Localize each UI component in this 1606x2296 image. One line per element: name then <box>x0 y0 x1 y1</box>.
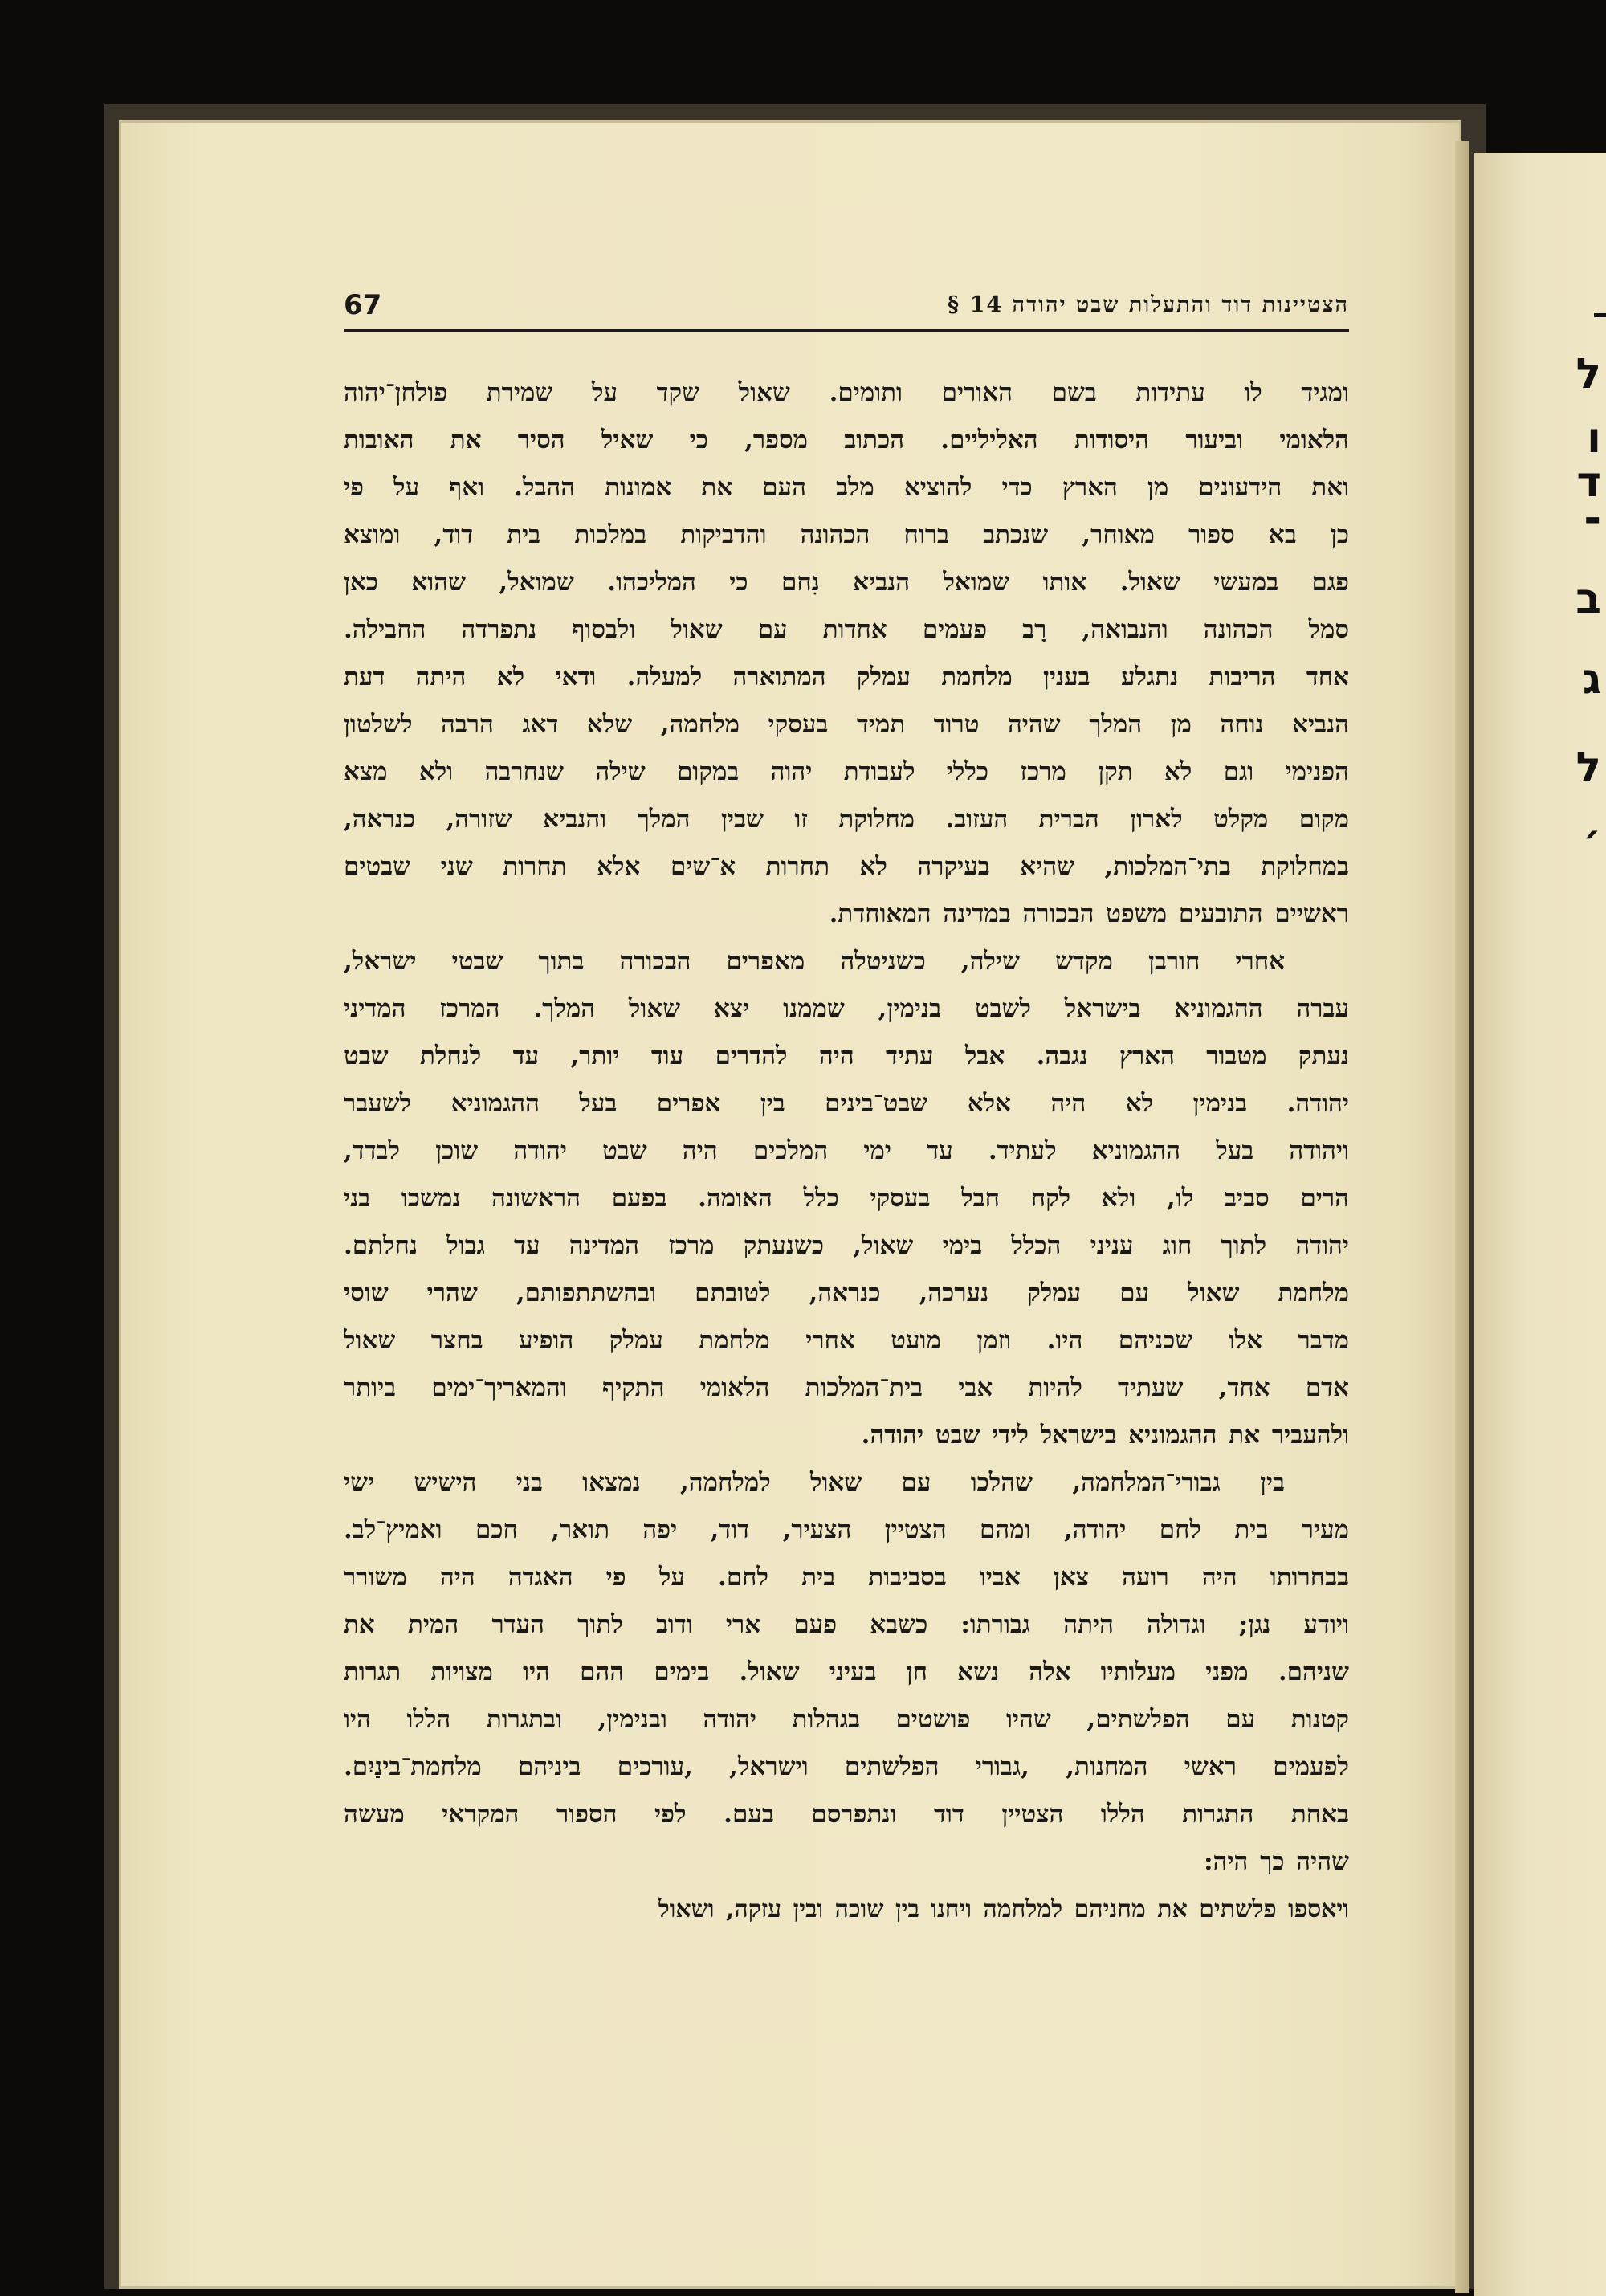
text-line: במחלוקת בתי־המלכות, שהיא בעיקרה לא תחרות א־שים אלא תחרות שני שבטים <box>344 852 1349 881</box>
running-title: הצטיינות דוד והתעלות שבט יהודה 14 § <box>948 292 1349 317</box>
text-line: כן בא ספור מאוחר, שנכתב ברוח הכהונה והדביקות במלכות בית דוד, ומוצא <box>344 520 1349 549</box>
facing-page-fragment: ל <box>1575 744 1601 792</box>
quotation-line: ויאספו פלשתים את מחניהם למלחמה ויחנו בין שוכה ובין עזקה, ושאול <box>658 1895 1349 1923</box>
text-line: הנביא נוחה מן המלך שהיה טרוד תמיד בעסקי מלחמה, שלא דאג הרבה לשלטון <box>344 710 1349 739</box>
text-line: בין גבורי־המלחמה, שהלכו עם שאול למלחמה, נמצאו בני הישיש ישי <box>344 1468 1285 1497</box>
header-rule <box>344 329 1349 332</box>
text-line: ראשיים התובעים משפט הבכורה במדינה המאוחדת. <box>829 899 1349 928</box>
text-line: מדבר אלו שכניהם היו. וזמן מועט אחרי מלחמת עמלק הופיע בחצר שאול <box>344 1326 1349 1355</box>
text-line: בבחרותו היה רועה צאן אביו בסביבות בית לחם. על פי האגדה היה משורר <box>344 1563 1349 1592</box>
body-text <box>344 369 1349 1933</box>
facing-page-rule <box>1594 313 1606 317</box>
text-line: סמל הכהונה והנבואה, רָב פעמים אחדות עם שאול ולבסוף נתפרדה החבילה. <box>344 615 1349 644</box>
facing-page-fragment: ג <box>1582 655 1601 703</box>
text-line: עברה ההגמוניא בישראל לשבט בנימין, שממנו יצא שאול המלך. המרכז המדיני <box>344 994 1349 1023</box>
facing-page-fragment: ל <box>1575 350 1601 398</box>
facing-page-fragment: ׳ <box>1582 816 1601 864</box>
text-line: אדם אחד, שעתיד להיות אבי בית־המלכות הלאומי התקיף והמאריך־ימים ביותר <box>344 1373 1349 1402</box>
page-header <box>344 288 1349 336</box>
text-line: קטנות עם הפלשתים, שהיו פושטים בגהלות יהודה ובנימין, ובתגרות הללו היו <box>344 1705 1349 1734</box>
text-line: לפעמים ראשי המחנות, ,גבורי הפלשתים וישראל, ,עורכים ביניהם מלחמת־בינַיִם. <box>344 1752 1349 1781</box>
page-number: 67 <box>344 289 382 321</box>
text-line: שהיה כך היה: <box>1204 1847 1349 1876</box>
facing-page-fragment: ד <box>1576 459 1601 507</box>
text-line: הפנימי וגם לא תקן מרכז כללי לעבודת יהוה במקום שילה שנחרבה ולא מצא <box>344 757 1349 786</box>
text-line: ויהודה בעל ההגמוניא לעתיד. עד ימי המלכים היה שבט יהודה שוכן לבדד, <box>344 1136 1349 1165</box>
facing-page-fragment: ־ <box>1584 503 1601 551</box>
facing-page-fragment: ו <box>1587 414 1601 463</box>
text-line: הרים סביב לו, ולא לקח חבל בעסקי כלל האומה. בפעם הראשונה נמשכו בני <box>344 1184 1349 1213</box>
text-line: מעיר בית לחם יהודה, ומהם הצטיין הצעיר, דוד, יפה תואר, חכם ואמיץ־לב. <box>344 1515 1349 1544</box>
text-line: ויודע נגן; וגדולה היתה גבורתו: כשבא פעם ארי ודוב לתוך העדר המית את <box>344 1610 1349 1639</box>
text-line: מקום מקלט לארון הברית העזוב. מחלוקת זו שבין המלך והנביא שזורה, כנראה, <box>344 805 1349 834</box>
text-line: יהודה. בנימין לא היה אלא שבט־בינים בין אפרים בעל ההגמוניא לשעבר <box>344 1089 1349 1118</box>
facing-page-fragment: ב <box>1575 575 1601 623</box>
text-line: מלחמת שאול עם עמלק נערכה, כנראה, לטובתם ובהשתתפותם, שהרי שוסי <box>344 1279 1349 1307</box>
text-line: שניהם. מפני מעלותיו אלה נשא חן בעיני שאול. בימים ההם היו מצויות תגרות <box>344 1658 1349 1686</box>
text-line: ולהעביר את ההגמוניא בישראל לידי שבט יהודה. <box>861 1421 1349 1450</box>
facing-page-edge <box>1474 153 1606 2296</box>
text-line: אחד הריבות נתגלע בענין מלחמת עמלק המתוארה למעלה. ודאי לא היתה דעת <box>344 663 1349 691</box>
text-line: אחרי חורבן מקדש שילה, כשניטלה מאפרים הבכורה בתוך שבטי ישראל, <box>344 947 1285 976</box>
text-line: הלאומי וביעור היסודות האליליים. הכתוב מספר, כי שאיל הסיר את האובות <box>344 426 1349 455</box>
text-line: ואת הידעונים מן הארץ כדי להוציא מלב העם את אמונות ההבל. ואף על פי <box>344 473 1349 502</box>
text-line: יהודה לתוך חוג עניני הכלל בימי שאול, כשנעתק מרכז המדינה עד גבול נחלתם. <box>344 1231 1349 1260</box>
text-line: באחת התגרות הללו הצטיין דוד ונתפרסם בעם. לפי הספור המקראי מעשה <box>344 1800 1349 1829</box>
text-line: ומגיד לו עתידות בשם האורים ותומים. שאול שקד על שמירת פולחן־יהוה <box>344 378 1349 407</box>
page-gutter <box>1455 141 1469 2293</box>
text-line: נעתק מטבור הארץ נגבה. אבל עתיד היה להדרים עוד יותר, עד לנחלת שבט <box>344 1042 1349 1071</box>
text-line: פגם במעשי שאול. אותו שמואל הנביא נִחם כי המליכהו. שמואל, שהוא כאן <box>344 568 1349 597</box>
